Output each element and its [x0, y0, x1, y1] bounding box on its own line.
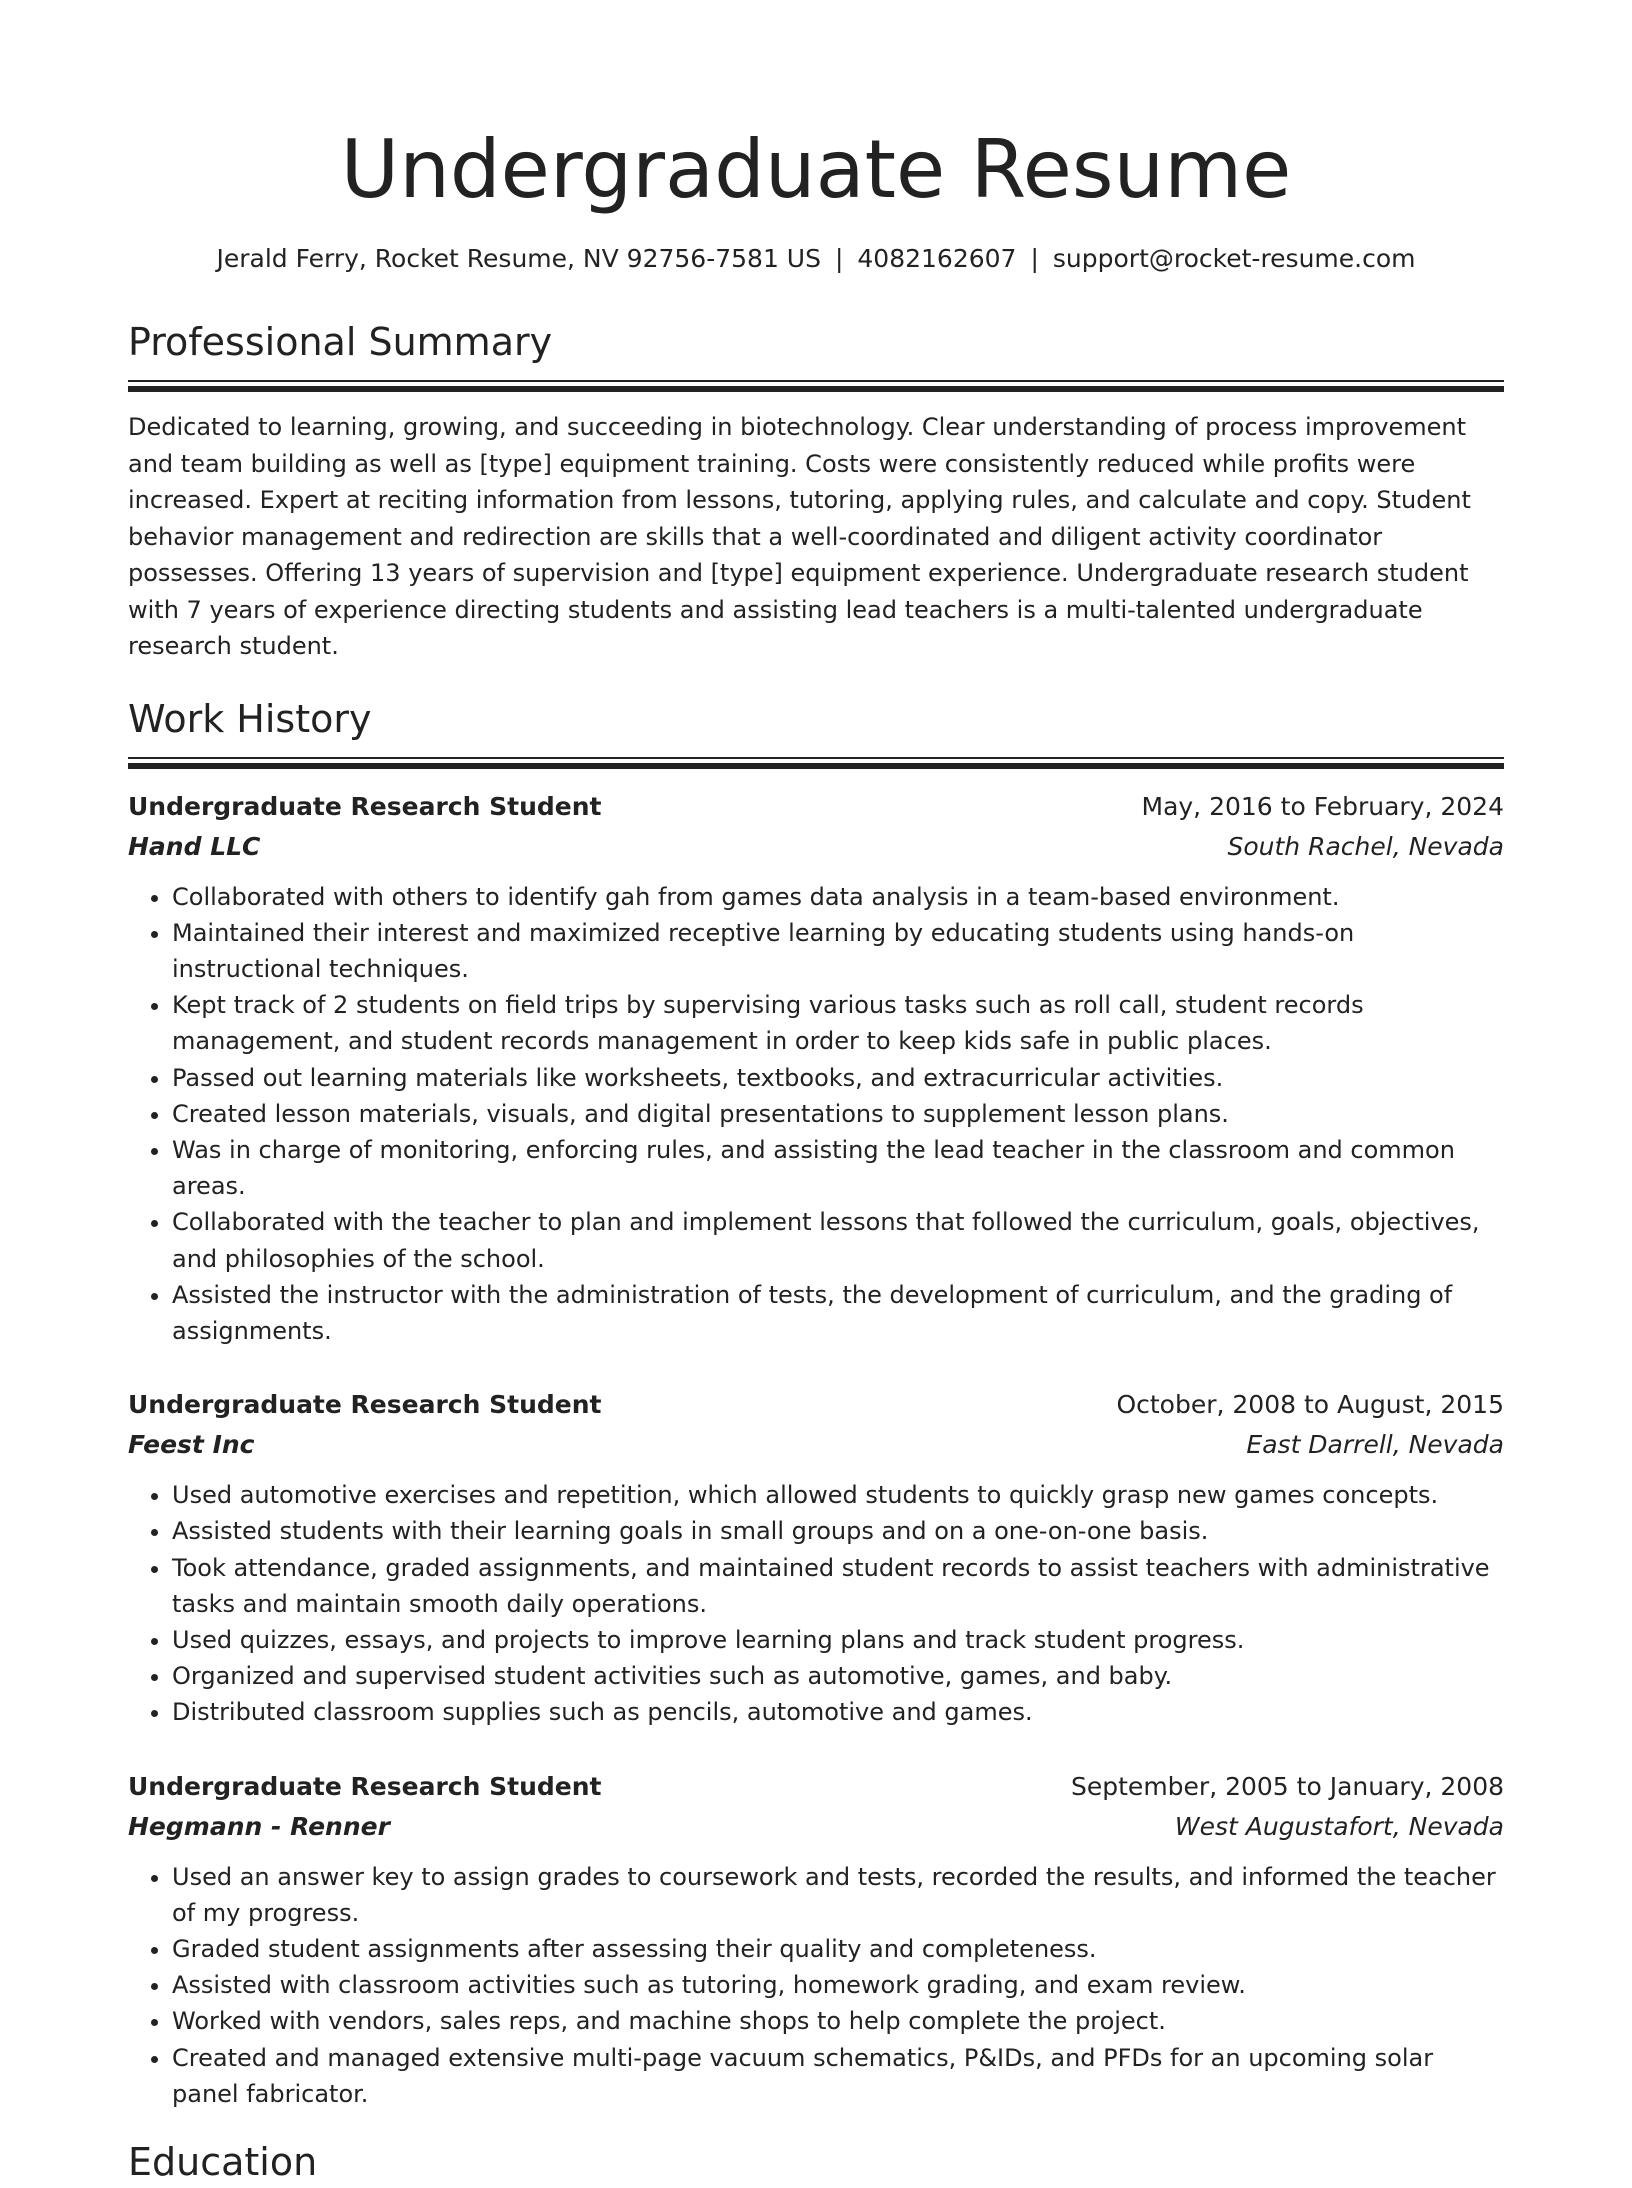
job-company-row — [128, 827, 1504, 867]
section-heading-education: Education — [128, 2139, 318, 2184]
resume-page — [128, 118, 1504, 2188]
job-bullet: • Created lesson materials, visuals, and digital presentations to supplement lesson plans. — [172, 1096, 1504, 1132]
job-bullets — [128, 1859, 1504, 2112]
job-dates: September, 2005 to January, 2008 — [1071, 1771, 1504, 1801]
job-title: Undergraduate Research Student — [128, 1771, 602, 1801]
job-company-row — [128, 1425, 1504, 1465]
job-bullet: • Used quizzes, essays, and projects to improve learning plans and track student progress. — [172, 1622, 1504, 1658]
contact-address: Jerald Ferry, Rocket Resume, NV 92756-7581 US — [216, 244, 821, 273]
job-entry — [128, 1385, 1504, 1730]
job-location: South Rachel, Nevada — [1227, 831, 1504, 861]
job-bullet: • Was in charge of monitoring, enforcing rules, and assisting the lead teacher in the classroom and common areas. — [172, 1132, 1504, 1204]
summary-text: Dedicated to learning, growing, and succeeding in biotechnology. Clear understanding of process improvement and team building as well as [type] equipment training. Costs were consistently reduced while profits were increased. Expert at reciting information from lessons, tutoring, applying rules, and calculate and copy. Student behavior management and redirection are skills that a well-coordinated and diligent activity coordinator possesses. Offering 13 years of supervision and [type] equipment experience. Undergraduate research student with 7 years of experience directing students and assisting lead teachers is a multi-talented undergraduate research student. — [128, 413, 1471, 660]
job-bullet: • Worked with vendors, sales reps, and machine shops to help complete the project. — [172, 2003, 1504, 2039]
job-bullet: • Used an answer key to assign grades to coursework and tests, recorded the results, and informed the teacher of my progress. — [172, 1859, 1504, 1931]
job-header-row — [128, 787, 1504, 827]
job-entry — [128, 787, 1504, 1350]
contact-phone: 4082162607 — [857, 244, 1017, 273]
job-bullet: • Used automotive exercises and repetition, which allowed students to quickly grasp new games concepts. — [172, 1477, 1504, 1513]
job-header-row — [128, 1385, 1504, 1425]
job-dates: May, 2016 to February, 2024 — [1141, 791, 1504, 821]
job-title: Undergraduate Research Student — [128, 1390, 602, 1420]
job-company: Hand LLC — [128, 831, 261, 861]
job-bullet: • Organized and supervised student activities such as automotive, games, and baby. — [172, 1658, 1504, 1694]
job-bullet: • Assisted the instructor with the administration of tests, the development of curriculum, and the grading of assignments. — [172, 1277, 1504, 1349]
job-location: West Augustafort, Nevada — [1174, 1811, 1504, 1841]
job-title: Undergraduate Research Student — [128, 791, 602, 821]
work-history-section — [128, 693, 1504, 2112]
job-company: Hegmann - Renner — [128, 1811, 390, 1841]
job-dates: October, 2008 to August, 2015 — [1116, 1390, 1504, 1420]
job-bullet: • Collaborated with the teacher to plan and implement lessons that followed the curriculum, goals, objectives, and philosophies of the school. — [172, 1204, 1504, 1276]
job-bullet: • Distributed classroom supplies such as pencils, automotive and games. — [172, 1694, 1504, 1730]
job-bullet: • Took attendance, graded assignments, and maintained student records to assist teachers with administrative tasks and maintain smooth daily operations. — [172, 1550, 1504, 1622]
job-bullet: • Assisted students with their learning goals in small groups and on a one-on-one basis. — [172, 1513, 1504, 1549]
contact-email: support@rocket-resume.com — [1052, 244, 1416, 273]
education-section — [128, 2136, 1504, 2188]
job-company-row — [128, 1807, 1504, 1847]
resume-title: Undergraduate Resume — [340, 123, 1292, 216]
job-location: East Darrell, Nevada — [1246, 1430, 1504, 1460]
contact-separator: | — [834, 244, 844, 273]
section-divider — [128, 380, 1504, 392]
job-bullet: • Created and managed extensive multi-page vacuum schematics, P&IDs, and PFDs for an upcoming solar panel fabricator. — [172, 2040, 1504, 2112]
contact-line — [128, 242, 1504, 276]
job-bullets — [128, 879, 1504, 1350]
job-header-row — [128, 1767, 1504, 1807]
section-divider — [128, 757, 1504, 769]
job-bullet: • Passed out learning materials like worksheets, textbooks, and extracurricular activities. — [172, 1060, 1504, 1096]
job-company: Feest Inc — [128, 1430, 255, 1460]
section-heading-work: Work History — [128, 696, 372, 741]
job-bullet: • Collaborated with others to identify gah from games data analysis in a team-based environment. — [172, 879, 1504, 915]
job-bullet: • Graded student assignments after assessing their quality and completeness. — [172, 1931, 1504, 1967]
contact-separator: | — [1030, 244, 1039, 273]
job-bullet: • Kept track of 2 students on field trips by supervising various tasks such as roll call, student records management, and student records management in order to keep kids safe in public places. — [172, 987, 1504, 1059]
job-bullet: • Maintained their interest and maximized receptive learning by educating students using hands-on instructional techniques. — [172, 915, 1504, 987]
job-entry — [128, 1767, 1504, 2112]
job-bullet: • Assisted with classroom activities such as tutoring, homework grading, and exam review. — [172, 1967, 1504, 2003]
section-heading-summary: Professional Summary — [128, 320, 553, 364]
job-bullets — [128, 1477, 1504, 1730]
professional-summary-section — [128, 316, 1504, 665]
